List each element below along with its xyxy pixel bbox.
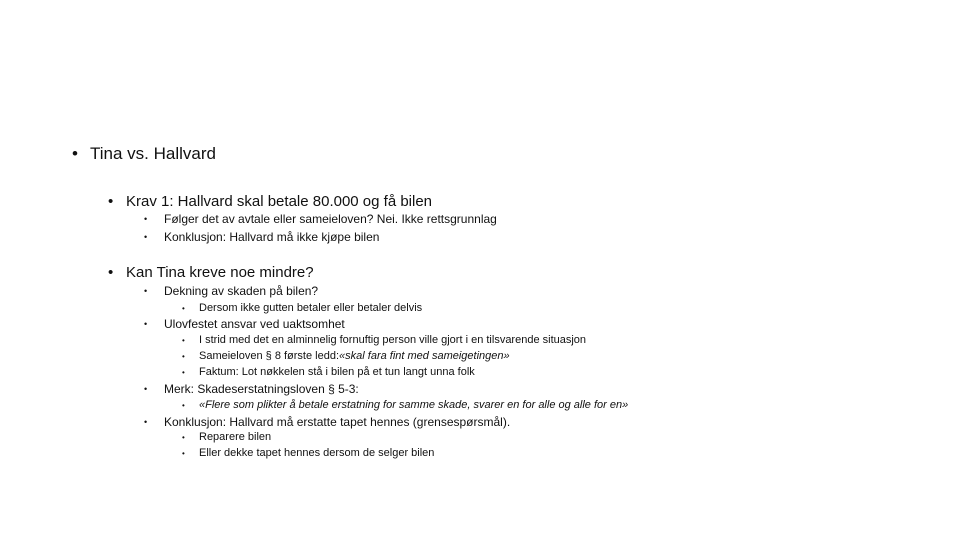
bullet-quote: «Flere som plikter å betale erstatning for samme skade, svarer en for alle og alle for en» bbox=[199, 399, 629, 411]
bullet-text: Ulovfestet ansvar ved uaktsomhet bbox=[164, 317, 345, 331]
bullet-text: Faktum: Lot nøkkelen stå i bilen på et tun langt unna folk bbox=[199, 366, 475, 378]
bullet-icon: • bbox=[72, 144, 78, 163]
bullet-item-eller-dekke bbox=[182, 448, 434, 459]
bullet-item-merk bbox=[144, 383, 359, 395]
bullet-item-flere-som bbox=[182, 400, 628, 411]
bullet-icon: • bbox=[182, 335, 185, 345]
bullet-icon: • bbox=[182, 351, 185, 361]
bullet-item-folger-det bbox=[144, 213, 497, 225]
bullet-item-dersom bbox=[182, 303, 422, 314]
bullet-icon: • bbox=[182, 432, 185, 442]
bullet-item-tina-vs-hallvard bbox=[72, 145, 216, 162]
bullet-text: Eller dekke tapet hennes dersom de selger bilen bbox=[199, 447, 435, 459]
bullet-text: Konklusjon: Hallvard må erstatte tapet hennes (grensespørsmål). bbox=[164, 415, 511, 429]
bullet-item-reparere bbox=[182, 432, 271, 443]
bullet-text: Krav 1: Hallvard skal betale 80.000 og få bilen bbox=[126, 193, 433, 210]
bullet-icon: • bbox=[144, 416, 148, 427]
bullet-item-ulovfestet bbox=[144, 318, 345, 330]
bullet-item-dekning bbox=[144, 285, 318, 297]
bullet-item-kan-tina bbox=[108, 265, 314, 280]
bullet-text: I strid med det en alminnelig fornuftig person ville gjort i en tilsvarende situasjon bbox=[199, 334, 587, 346]
bullet-item-krav-1 bbox=[108, 194, 432, 209]
bullet-item-konklusjon-1 bbox=[144, 231, 379, 243]
bullet-icon: • bbox=[144, 318, 148, 329]
bullet-text: Dekning av skaden på bilen? bbox=[164, 284, 319, 298]
bullet-icon: • bbox=[182, 400, 185, 410]
bullet-text: Tina vs. Hallvard bbox=[90, 144, 216, 163]
bullet-icon: • bbox=[144, 213, 148, 224]
bullet-icon: • bbox=[182, 448, 185, 458]
bullet-icon: • bbox=[182, 367, 185, 377]
bullet-icon: • bbox=[144, 285, 148, 296]
bullet-quote: «skal fara fint med sameigetingen» bbox=[339, 350, 510, 362]
bullet-text: Kan Tina kreve noe mindre? bbox=[126, 264, 314, 281]
bullet-item-i-strid bbox=[182, 335, 586, 346]
bullet-text: Følger det av avtale eller sameieloven? Nei. Ikke rettsgrunnlag bbox=[164, 212, 497, 226]
bullet-text: Dersom ikke gutten betaler eller betaler delvis bbox=[199, 302, 423, 314]
bullet-icon: • bbox=[144, 231, 148, 242]
bullet-text: Reparere bilen bbox=[199, 431, 272, 443]
bullet-icon: • bbox=[182, 303, 185, 313]
bullet-text: Sameieloven § 8 første ledd: bbox=[199, 350, 340, 362]
bullet-icon: • bbox=[144, 383, 148, 394]
bullet-item-konklusjon-2 bbox=[144, 416, 510, 428]
bullet-text: Merk: Skadeserstatningsloven § 5-3: bbox=[164, 382, 359, 396]
bullet-text: Konklusjon: Hallvard må ikke kjøpe bilen bbox=[164, 230, 380, 244]
bullet-item-sameieloven bbox=[182, 351, 510, 362]
bullet-icon: • bbox=[108, 193, 114, 210]
bullet-item-faktum bbox=[182, 367, 475, 378]
bullet-icon: • bbox=[108, 264, 114, 281]
